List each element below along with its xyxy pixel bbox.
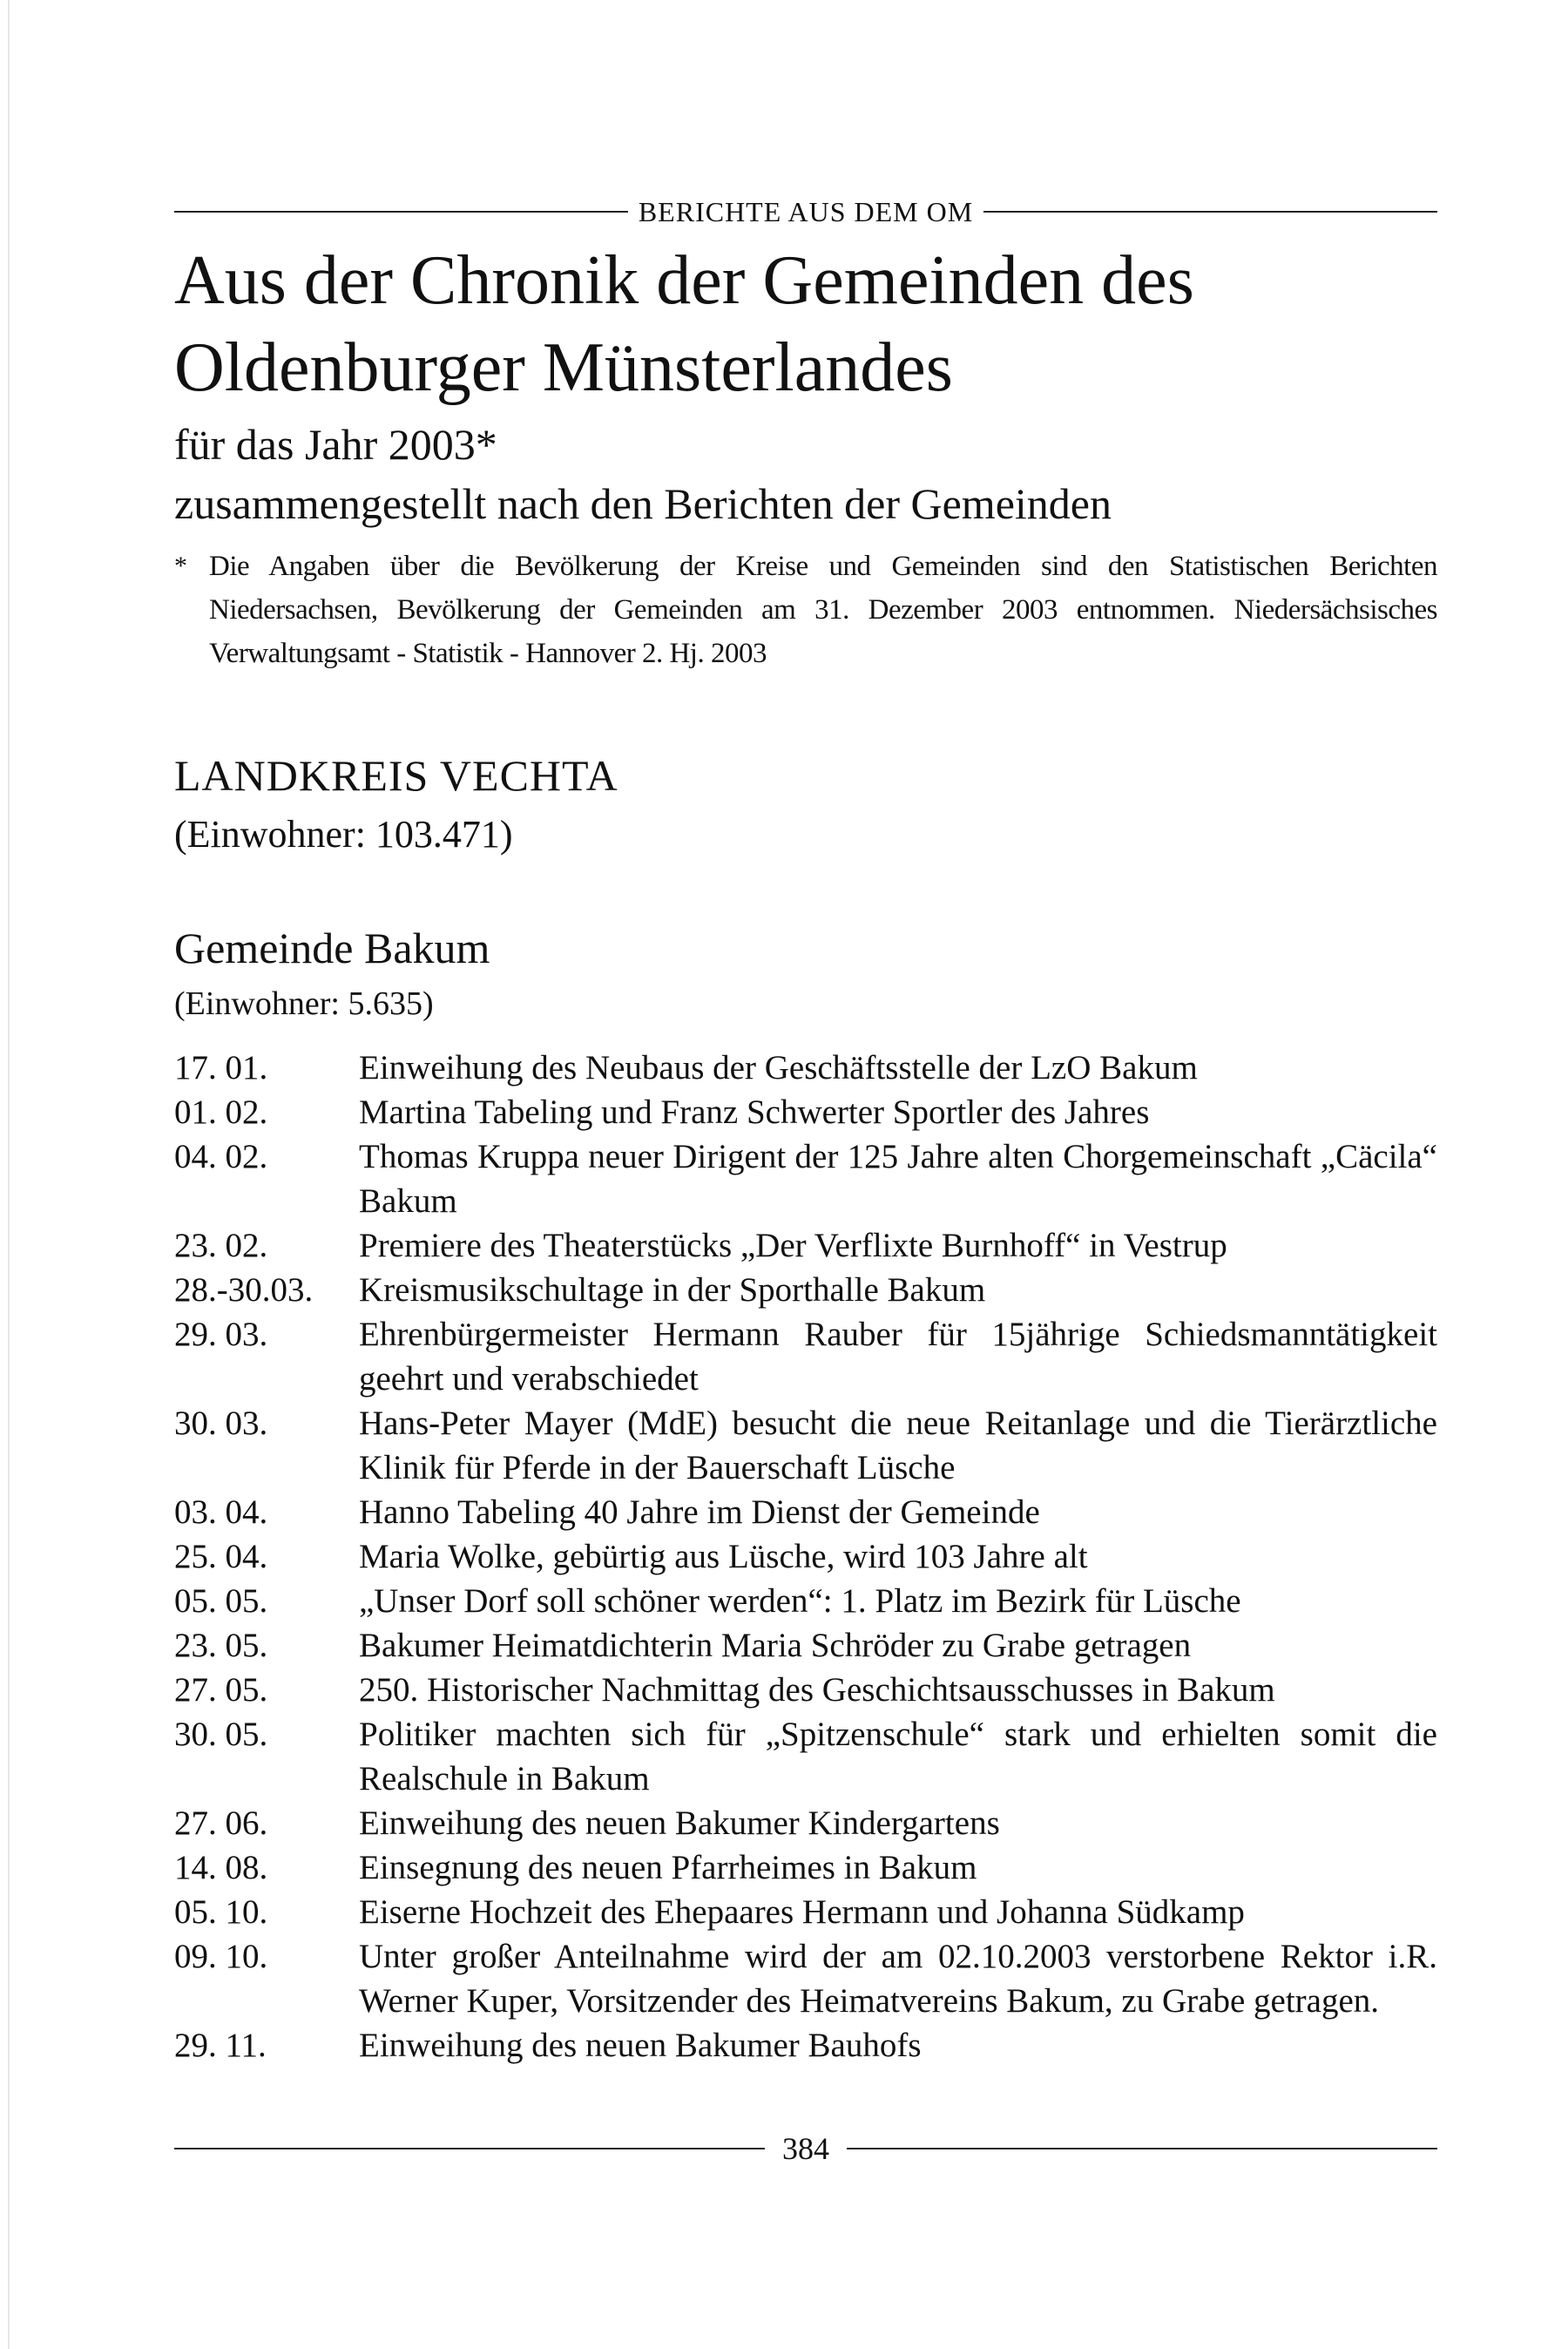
municipality-population: (Einwohner: 5.635): [174, 985, 434, 1022]
event-text: Hans-Peter Mayer (MdE) besucht die neue Reitanlage und die Tierärztliche Klinik für Pferde in der Bauerschaft Lüsche: [359, 1405, 1437, 1486]
article-subtitle-year: für das Jahr 2003*: [174, 420, 497, 469]
event-text: Thomas Kruppa neuer Dirigent der 125 Jahre alten Chorgemeinschaft „Cäcila“ Bakum: [359, 1138, 1437, 1220]
event-text: Maria Wolke, gebürtig aus Lüsche, wird 103 Jahre alt: [359, 1538, 1088, 1575]
scan-edge: [8, 0, 10, 2349]
event-date: 25. 04.: [174, 1538, 268, 1575]
event-item: [174, 1401, 1437, 1490]
event-date: 29. 03.: [174, 1316, 268, 1353]
event-text: Einweihung des Neubaus der Geschäftsstelle der LzO Bakum: [359, 1049, 1198, 1086]
event-item: [174, 1890, 1437, 1934]
footnote-text: Die Angaben über die Bevölkerung der Kreise und Gemeinden sind den Statistischen Berichten Niedersachsen, Bevölkerung der Gemeinden am 31. Dezember 2003 entnommen. Niedersächsisches Verwaltungsamt - Statistik - Hannover 2. Hj. 2003: [209, 551, 1437, 669]
event-item: [174, 1312, 1437, 1401]
event-date: 09. 10.: [174, 1938, 268, 1975]
event-date: 27. 06.: [174, 1804, 268, 1842]
event-text: Einweihung des neuen Bakumer Kindergartens: [359, 1804, 1000, 1842]
event-date: 23. 05.: [174, 1627, 268, 1664]
event-date: 05. 10.: [174, 1893, 268, 1931]
footnote-mark: *: [174, 552, 187, 580]
header-rule-right: [983, 211, 1437, 213]
event-date: 01. 02.: [174, 1093, 268, 1131]
event-item: [174, 1490, 1437, 1534]
event-text: Einsegnung des neuen Pfarrheimes in Bakum: [359, 1849, 977, 1886]
event-date: 23. 02.: [174, 1227, 268, 1264]
event-text: Martina Tabeling und Franz Schwerter Sportler des Jahres: [359, 1093, 1150, 1131]
event-date: 17. 01.: [174, 1049, 268, 1086]
event-item: [174, 1268, 1437, 1312]
article-subtitle-compiled: zusammengestellt nach den Berichten der Gemeinden: [174, 479, 1112, 528]
event-date: 30. 05.: [174, 1716, 268, 1753]
page-footer: [174, 2131, 1437, 2166]
footer-rule-right: [847, 2148, 1437, 2149]
event-item: [174, 2023, 1437, 2068]
running-header-label: BERICHTE AUS DEM OM: [638, 195, 974, 227]
event-item: [174, 1801, 1437, 1845]
event-text: Politiker machten sich für „Spitzenschule“ stark und erhielten somit die Realschule in Bakum: [359, 1716, 1437, 1797]
event-text: Kreismusikschultage in der Sporthalle Bakum: [359, 1271, 986, 1309]
event-text: Eiserne Hochzeit des Ehepaares Hermann und Johanna Südkamp: [359, 1893, 1245, 1931]
footnote: [174, 545, 1437, 675]
event-text: Ehrenbürgermeister Hermann Rauber für 15jährige Schiedsmanntätigkeit geehrt und verabschiedet: [359, 1316, 1437, 1398]
event-text: Unter großer Anteilnahme wird der am 02.10.2003 verstorbene Rektor i.R. Werner Kuper, Vorsitzender des Heimatvereins Bakum, zu Grabe getragen.: [359, 1938, 1437, 2020]
event-date: 04. 02.: [174, 1138, 268, 1175]
event-date: 30. 03.: [174, 1405, 268, 1442]
event-item: [174, 1579, 1437, 1623]
running-header: [174, 190, 1437, 234]
event-date: 03. 04.: [174, 1493, 268, 1531]
event-date: 29. 11.: [174, 2027, 267, 2064]
district-population: (Einwohner: 103.471): [174, 813, 513, 856]
event-item: [174, 1046, 1437, 1090]
event-item: [174, 1934, 1437, 2023]
event-text: Premiere des Theaterstücks „Der Verflixte Burnhoff“ in Vestrup: [359, 1227, 1227, 1264]
event-item: [174, 1623, 1437, 1668]
event-text: Einweihung des neuen Bakumer Bauhofs: [359, 2027, 922, 2064]
footer-rule-left: [174, 2148, 765, 2149]
header-rule-left: [174, 211, 628, 213]
event-date: 28.-30.03.: [174, 1271, 314, 1309]
event-text: 250. Historischer Nachmittag des Geschichtsausschusses in Bakum: [359, 1671, 1275, 1709]
event-list: [174, 1046, 1437, 2068]
event-item: [174, 1134, 1437, 1223]
event-item: [174, 1090, 1437, 1134]
event-date: 14. 08.: [174, 1849, 268, 1886]
municipality-title: Gemeinde Bakum: [174, 924, 490, 972]
article-title: Aus der Chronik der Gemeinden des Oldenburger Münsterlandes: [174, 242, 1194, 406]
event-date: 05. 05.: [174, 1582, 268, 1620]
event-date: 27. 05.: [174, 1671, 268, 1709]
event-item: [174, 1712, 1437, 1801]
event-text: Hanno Tabeling 40 Jahre im Dienst der Gemeinde: [359, 1493, 1040, 1531]
event-text: „Unser Dorf soll schöner werden“: 1. Platz im Bezirk für Lüsche: [359, 1582, 1241, 1620]
event-item: [174, 1223, 1437, 1268]
event-item: [174, 1534, 1437, 1579]
district-title: LANDKREIS VECHTA: [174, 751, 618, 800]
event-text: Bakumer Heimatdichterin Maria Schröder zu Grabe getragen: [359, 1627, 1192, 1664]
page-number: 384: [782, 2131, 829, 2166]
event-item: [174, 1845, 1437, 1890]
event-item: [174, 1668, 1437, 1712]
